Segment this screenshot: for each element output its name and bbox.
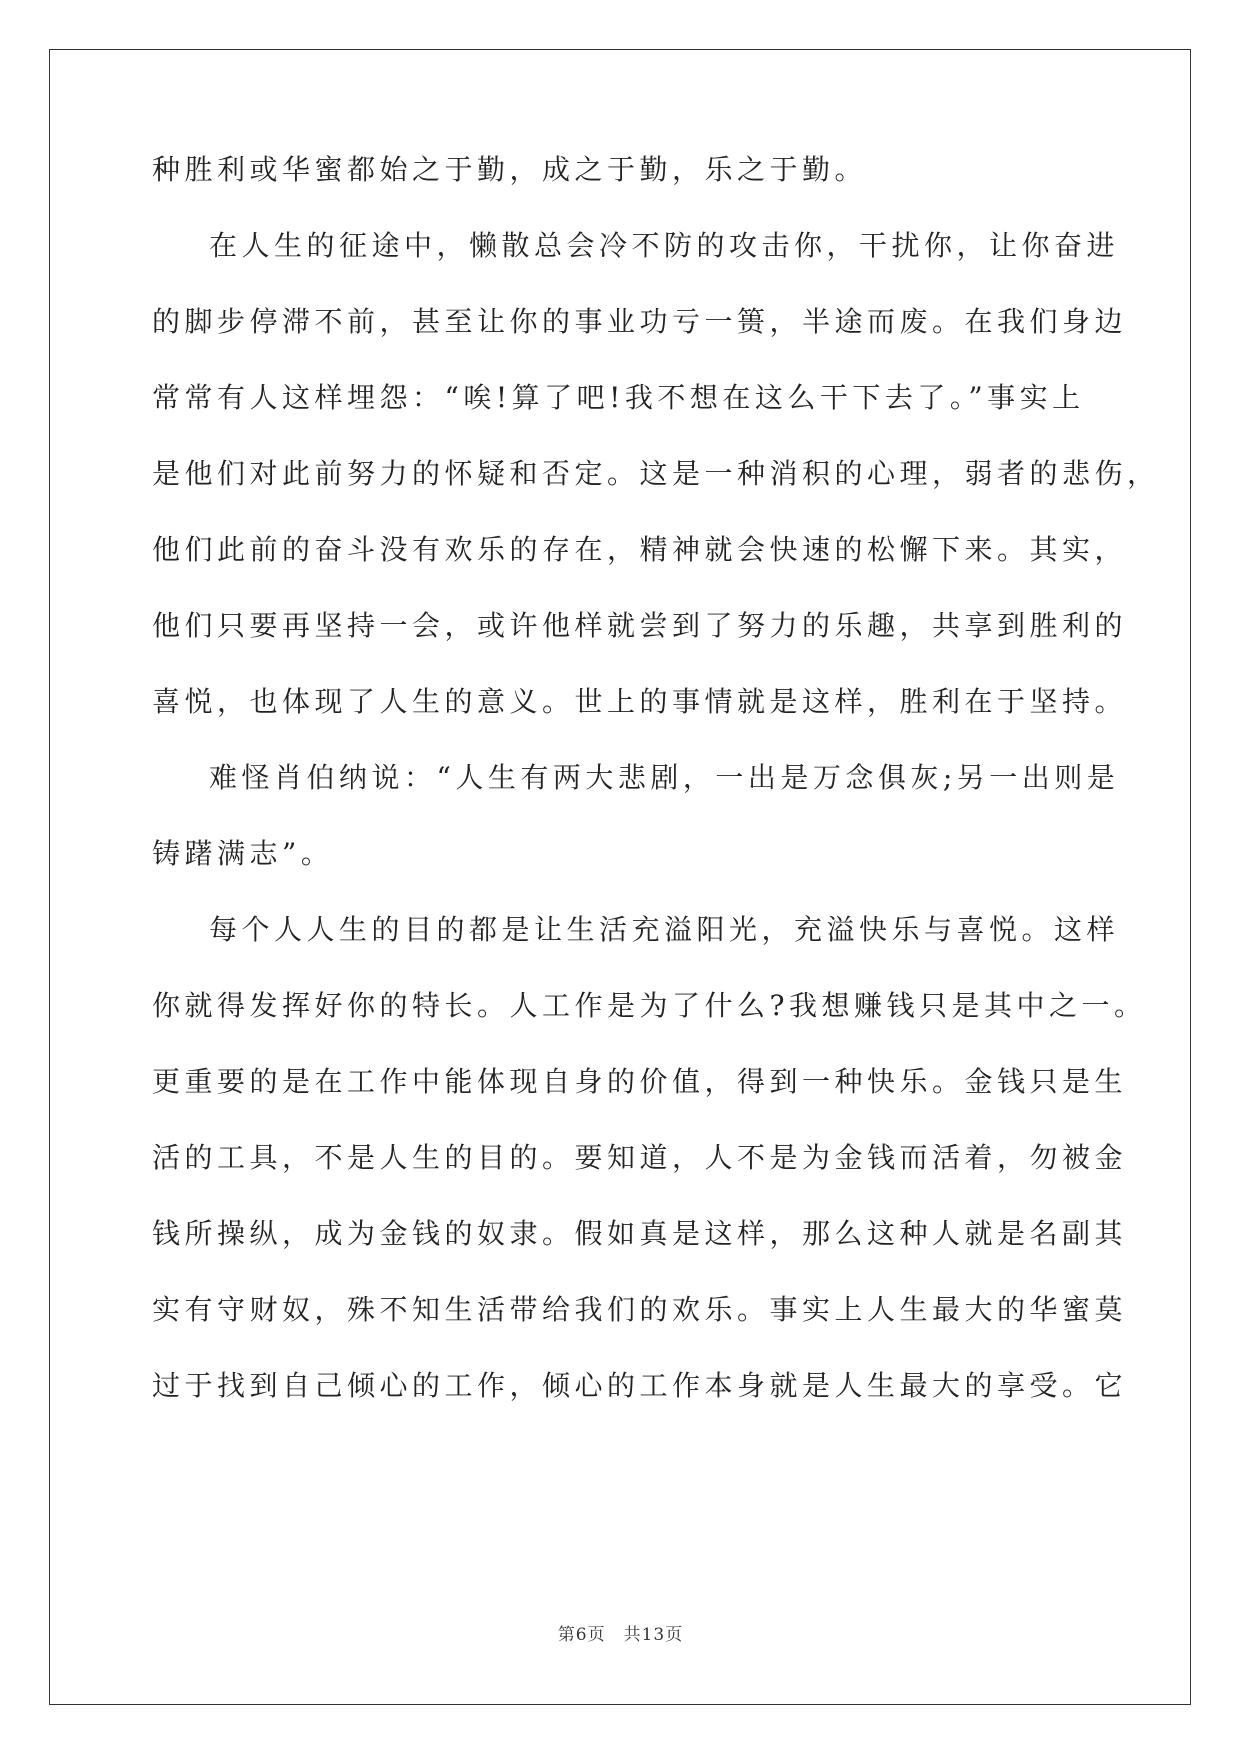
text-line: 他们只要再坚持一会，或许他样就尝到了努力的乐趣，共享到胜利的 xyxy=(152,609,1128,642)
text-line: 铸躇满志”。 xyxy=(152,837,334,870)
text-line: 实有守财奴，殊不知生活带给我们的欢乐。事实上人生最大的华蜜莫 xyxy=(152,1293,1128,1326)
text-line: 每个人人生的目的都是让生活充溢阳光，充溢快乐与喜悦。这样 xyxy=(209,913,1120,946)
text-line: 更重要的是在工作中能体现自身的价值，得到一种快乐。金钱只是生 xyxy=(152,1065,1128,1098)
text-line: 种胜利或华蜜都始之于勤，成之于勤，乐之于勤。 xyxy=(152,153,868,186)
text-line: 难怪肖伯纳说：“人生有两大悲剧，一出是万念俱灰;另一出则是 xyxy=(209,761,1120,794)
text-line: 过于找到自己倾心的工作，倾心的工作本身就是人生最大的享受。它 xyxy=(152,1369,1128,1402)
text-line: 你就得发挥好你的特长。人工作是为了什么?我想赚钱只是其中之一。 xyxy=(152,989,1147,1022)
text-line: 的脚步停滞不前，甚至让你的事业功亏一篑，半途而废。在我们身边 xyxy=(152,305,1128,338)
text-line: 他们此前的奋斗没有欢乐的存在，精神就会快速的松懈下来。其实， xyxy=(152,533,1128,566)
page-number-footer: 第6页 共13页 xyxy=(557,1625,684,1645)
text-line: 常常有人这样埋怨：“唉!算了吧!我不想在这么干下去了。”事实上 xyxy=(152,381,1085,414)
page-border xyxy=(49,49,1191,1705)
text-line: 在人生的征途中，懒散总会冷不防的攻击你，干扰你，让你奋进 xyxy=(209,229,1120,262)
text-line: 活的工具，不是人生的目的。要知道，人不是为金钱而活着，勿被金 xyxy=(152,1141,1128,1174)
text-line: 钱所操纵，成为金钱的奴隶。假如真是这样，那么这种人就是名副其 xyxy=(152,1217,1128,1250)
text-line: 是他们对此前努力的怀疑和否定。这是一种消积的心理，弱者的悲伤， xyxy=(152,457,1160,490)
text-line: 喜悦，也体现了人生的意义。世上的事情就是这样，胜利在于坚持。 xyxy=(152,685,1128,718)
